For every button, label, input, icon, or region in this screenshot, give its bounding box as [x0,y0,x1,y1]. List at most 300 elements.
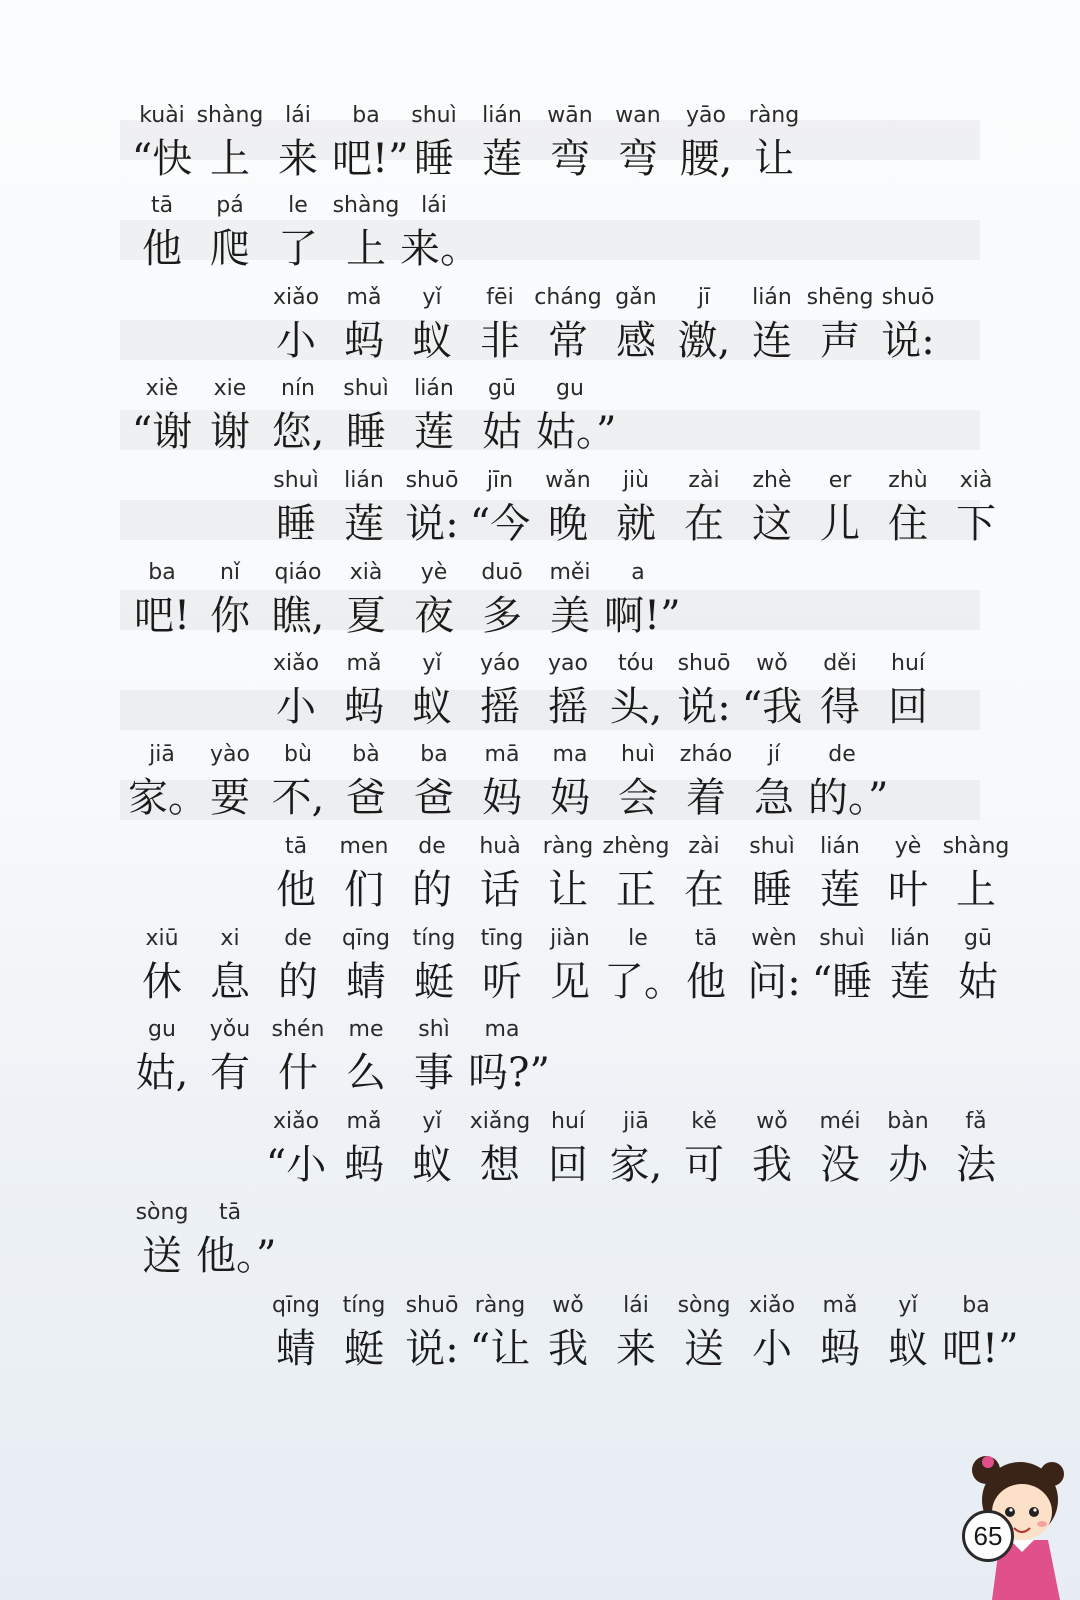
character-with-pinyin [874,1290,942,1376]
pinyin-label: zài [688,834,720,859]
pinyin-label: ba [962,1293,990,1318]
character-with-pinyin [806,831,874,917]
character-with-pinyin [466,1290,534,1376]
character-with-pinyin [332,190,400,276]
character-with-pinyin [808,923,876,1009]
pinyin-label: gū [964,926,992,951]
hanzi-text: 常 [548,318,588,364]
pinyin-label: yǐ [898,1293,918,1318]
text-line [0,465,1080,555]
hanzi-text: 来 [616,1326,656,1372]
pinyin-label: fǎ [965,1109,987,1134]
character-with-pinyin [196,923,264,1009]
hanzi-text: 蜻 [276,1326,316,1372]
hanzi-text: 姑 [482,409,522,455]
pinyin-label: lián [820,834,860,859]
hanzi-text: 妈 [550,775,590,821]
character-with-pinyin [672,923,740,1009]
character-with-pinyin [536,373,617,459]
pinyin-label: xiū [145,926,179,951]
pinyin-label: qīng [342,926,390,951]
hanzi-text: 夜 [414,593,454,639]
text-line [0,739,1080,829]
character-with-pinyin [944,923,1012,1009]
text-line [0,100,1080,190]
hanzi-text: 激, [677,318,731,364]
pinyin-label: nín [281,376,315,401]
pinyin-label: shuì [273,468,319,493]
character-with-pinyin [330,831,398,917]
pinyin-label: tíng [412,926,456,951]
character-with-pinyin [670,648,738,734]
hanzi-text: 这 [752,501,792,547]
text-line [0,1197,1080,1287]
hanzi-text: 吧!” [942,1326,1019,1372]
pinyin-label: wèn [751,926,797,951]
pinyin-label: jī [697,285,711,310]
character-with-pinyin [874,282,942,368]
hanzi-text: 他 [276,867,316,913]
pinyin-label: yǐ [422,1109,442,1134]
character-with-pinyin [332,557,400,643]
hanzi-text: 么 [346,1050,386,1096]
hanzi-text: 什 [278,1050,318,1096]
character-with-pinyin [534,831,602,917]
hanzi-text: 话 [480,867,520,913]
character-with-pinyin [738,282,806,368]
text-line [0,831,1080,921]
hanzi-text: 晚 [548,501,588,547]
pinyin-label: gu [556,376,584,401]
character-with-pinyin [264,739,332,825]
character-with-pinyin [398,465,466,551]
hanzi-text: 蚂 [344,1142,384,1188]
pinyin-label: méi [819,1109,861,1134]
pinyin-label: xià [959,468,993,493]
character-with-pinyin [534,465,602,551]
pinyin-label: sòng [135,1200,189,1225]
pinyin-label: shuì [749,834,795,859]
character-with-pinyin [128,739,208,825]
hanzi-text: 多 [482,593,522,639]
character-with-pinyin [196,373,264,459]
hanzi-text: 叶 [888,867,928,913]
pinyin-label: měi [549,560,591,585]
character-with-pinyin [262,1290,330,1376]
pinyin-label: shuì [819,926,865,951]
character-with-pinyin [670,282,738,368]
pinyin-label: fēi [486,285,514,310]
character-with-pinyin [806,1106,874,1192]
pinyin-label: zài [688,468,720,493]
hanzi-text: 他 [142,226,182,272]
pinyin-label: me [348,1017,384,1042]
character-with-pinyin [536,557,604,643]
hanzi-text: “今 [469,501,531,547]
character-with-pinyin [262,831,330,917]
character-with-pinyin [806,282,874,368]
pinyin-label: le [288,193,308,218]
character-with-pinyin [806,1290,874,1376]
hanzi-text: 回 [548,1142,588,1188]
pinyin-label: shuì [343,376,389,401]
pinyin-label: ma [552,742,588,767]
hanzi-text: 送 [684,1326,724,1372]
pinyin-label: xiǎo [748,1293,796,1318]
hanzi-text: 吗?” [468,1050,550,1096]
hanzi-text: 莲 [820,867,860,913]
hanzi-text: 上 [210,136,250,182]
character-with-pinyin [536,923,604,1009]
character-with-pinyin [740,100,808,186]
character-with-pinyin [330,1290,398,1376]
pinyin-label: men [339,834,389,859]
hanzi-text: 非 [480,318,520,364]
pinyin-label: qiáo [274,560,322,585]
pinyin-label: tā [284,834,308,859]
hanzi-text: 急 [754,775,794,821]
character-with-pinyin [400,373,468,459]
hanzi-text: 吧!” [332,136,409,182]
pinyin-label: yǐ [422,651,442,676]
text-line [0,648,1080,738]
hanzi-text: 没 [820,1142,860,1188]
pinyin-label: kě [691,1109,717,1134]
pinyin-label: jiā [149,742,175,767]
pinyin-label: jiù [622,468,650,493]
character-with-pinyin [264,100,332,186]
pinyin-label: shàng [196,103,264,128]
character-with-pinyin [128,1197,196,1283]
hanzi-text: 了。 [604,959,684,1005]
pinyin-label: wǒ [756,651,788,676]
character-with-pinyin [468,373,536,459]
hanzi-text: 办 [888,1142,928,1188]
hanzi-text: 睡 [752,867,792,913]
hanzi-text: 头, [609,684,663,730]
pinyin-label: yè [420,560,448,585]
pinyin-label: er [828,468,852,493]
hanzi-text: 蚁 [412,1142,452,1188]
hanzi-text: 家, [609,1142,663,1188]
hanzi-text: 睡 [346,409,386,455]
character-with-pinyin [196,100,264,186]
page-number: 65 [973,1521,1003,1551]
hanzi-text: 腰, [679,136,733,182]
character-with-pinyin [398,831,466,917]
character-with-pinyin [264,1014,332,1100]
character-with-pinyin [534,282,602,368]
pinyin-label: shēng [806,285,874,310]
character-with-pinyin [670,1106,738,1192]
character-with-pinyin [602,1290,670,1376]
pinyin-label: yáo [480,651,520,676]
character-with-pinyin [400,557,468,643]
character-with-pinyin [400,1014,468,1100]
character-with-pinyin [398,1106,466,1192]
character-with-pinyin [332,373,400,459]
pinyin-label: de [828,742,856,767]
character-with-pinyin [264,190,332,276]
hanzi-text: 爸 [414,775,454,821]
pinyin-label: sòng [677,1293,731,1318]
character-with-pinyin [332,923,400,1009]
hanzi-text: “让 [469,1326,531,1372]
pinyin-label: shàng [942,834,1010,859]
character-with-pinyin [196,190,264,276]
hanzi-text: 啊!” [604,593,681,639]
pinyin-label: wan [615,103,661,128]
hanzi-text: 摇 [548,684,588,730]
hanzi-text: 妈 [482,775,522,821]
character-with-pinyin [466,465,534,551]
hanzi-text: 让 [754,136,794,182]
text-line [0,1106,1080,1196]
hanzi-text: 了 [278,226,318,272]
pinyin-label: huí [551,1109,585,1134]
pinyin-label: gu [148,1017,176,1042]
character-with-pinyin [332,739,400,825]
character-with-pinyin [468,923,536,1009]
pinyin-label: jiàn [550,926,590,951]
hanzi-text: 蜓 [414,959,454,1005]
hanzi-text: 儿 [820,501,860,547]
pinyin-label: ba [352,103,380,128]
hanzi-text: 听 [482,959,522,1005]
pinyin-label: tóu [617,651,655,676]
character-with-pinyin [876,923,944,1009]
character-with-pinyin [264,557,332,643]
pinyin-label: ràng [474,1293,526,1318]
pinyin-label: shuō [677,651,731,676]
pinyin-label: shuō [881,285,935,310]
hanzi-text: 蜻 [346,959,386,1005]
pinyin-label: shàng [332,193,400,218]
hanzi-text: 不, [271,775,325,821]
hanzi-text: 想 [480,1142,520,1188]
pinyin-label: ma [484,1017,520,1042]
hanzi-text: 感 [616,318,656,364]
character-with-pinyin [808,739,889,825]
character-with-pinyin [330,465,398,551]
character-with-pinyin [330,282,398,368]
pinyin-label: de [284,926,312,951]
pinyin-label: ràng [542,834,594,859]
character-with-pinyin [604,739,672,825]
hanzi-text: 夏 [346,593,386,639]
hanzi-text: “我 [741,684,803,730]
hanzi-text: 家。 [128,775,208,821]
pinyin-label: gǎn [615,285,657,310]
character-with-pinyin [602,282,670,368]
character-with-pinyin [738,1106,806,1192]
pinyin-label: ba [420,742,448,767]
hanzi-text: 息 [210,959,250,1005]
text-line [0,557,1080,647]
hanzi-text: 见 [550,959,590,1005]
pinyin-label: shì [418,1017,450,1042]
pinyin-label: yāo [686,103,726,128]
hanzi-text: 瞧, [271,593,325,639]
hanzi-text: 的。” [808,775,889,821]
hanzi-text: 就 [616,501,656,547]
character-with-pinyin [670,1290,738,1376]
pinyin-label: wǒ [552,1293,584,1318]
hanzi-text: 莲 [890,959,930,1005]
text-line [0,1014,1080,1104]
character-with-pinyin [196,739,264,825]
pinyin-label: lián [414,376,454,401]
hanzi-text: 正 [616,867,656,913]
pinyin-label: qīng [272,1293,320,1318]
hanzi-text: 他。” [196,1233,277,1279]
pinyin-label: cháng [534,285,602,310]
text-line [0,190,1080,280]
hanzi-text: 爬 [210,226,250,272]
character-with-pinyin [128,373,196,459]
character-with-pinyin [602,648,670,734]
character-with-pinyin [400,923,468,1009]
pinyin-label: xiǎo [272,1109,320,1134]
character-with-pinyin [740,739,808,825]
pinyin-label: mā [484,742,520,767]
pinyin-label: xià [349,560,383,585]
hanzi-text: 事 [414,1050,454,1096]
pinyin-label: děi [823,651,857,676]
hanzi-text: 莲 [414,409,454,455]
pinyin-label: duō [481,560,523,585]
character-with-pinyin [738,1290,806,1376]
character-with-pinyin [738,831,806,917]
hanzi-text: 上 [346,226,386,272]
pinyin-label: zhè [752,468,792,493]
pinyin-label: ba [148,560,176,585]
pinyin-label: xiǎng [469,1109,531,1134]
character-with-pinyin [128,923,196,1009]
hanzi-text: 会 [618,775,658,821]
pinyin-label: de [418,834,446,859]
character-with-pinyin [536,739,604,825]
pinyin-label: jiā [623,1109,649,1134]
hanzi-text: 蚁 [888,1326,928,1372]
hanzi-text: 美 [550,593,590,639]
character-with-pinyin [942,831,1010,917]
character-with-pinyin [196,557,264,643]
hanzi-text: “快 [131,136,193,182]
pinyin-label: wǒ [756,1109,788,1134]
character-with-pinyin [468,1014,550,1100]
pinyin-label: xiè [145,376,179,401]
pinyin-label: yè [894,834,922,859]
character-with-pinyin [738,648,806,734]
character-with-pinyin [398,282,466,368]
hanzi-text: 姑 [958,959,998,1005]
pinyin-label: lián [344,468,384,493]
hanzi-text: 莲 [344,501,384,547]
pinyin-label: bàn [887,1109,929,1134]
hanzi-text: 让 [548,867,588,913]
pinyin-label: lián [482,103,522,128]
character-with-pinyin [874,648,942,734]
pinyin-label: shuō [405,1293,459,1318]
pinyin-label: yǒu [209,1017,251,1042]
hanzi-text: 来 [278,136,318,182]
hanzi-text: 回 [888,684,928,730]
character-with-pinyin [740,923,808,1009]
pinyin-label: mǎ [346,651,382,676]
pinyin-label: nǐ [219,560,241,585]
pinyin-label: kuài [139,103,185,128]
character-with-pinyin [874,1106,942,1192]
hanzi-text: 说: [677,684,731,730]
hanzi-text: 姑, [135,1050,189,1096]
pinyin-label: bù [284,742,312,767]
pinyin-label: ràng [748,103,800,128]
hanzi-text: 蚁 [412,684,452,730]
pinyin-label: jí [767,742,781,767]
pinyin-label: mǎ [346,1109,382,1134]
hanzi-text: 们 [344,867,384,913]
character-with-pinyin [466,831,534,917]
pinyin-label: tā [694,926,718,951]
hanzi-text: 谢 [210,409,250,455]
character-with-pinyin [128,100,196,186]
hanzi-text: 上 [956,867,996,913]
hanzi-text: 连 [752,318,792,364]
pinyin-label: lái [285,103,311,128]
hanzi-text: 你 [210,593,250,639]
pinyin-label: jīn [486,468,514,493]
hanzi-text: 莲 [482,136,522,182]
hanzi-text: 说: [881,318,935,364]
pinyin-label: lián [752,285,792,310]
hanzi-text: “小 [265,1142,327,1188]
character-with-pinyin [398,1290,466,1376]
hanzi-text: 说: [405,1326,459,1372]
hanzi-text: 要 [210,775,250,821]
character-with-pinyin [738,465,806,551]
character-with-pinyin [604,100,672,186]
character-with-pinyin [604,923,684,1009]
pinyin-label: shuō [405,468,459,493]
hanzi-text: 睡 [276,501,316,547]
pinyin-label: yao [548,651,588,676]
pinyin-label: shuì [411,103,457,128]
character-with-pinyin [670,465,738,551]
character-with-pinyin [604,557,681,643]
hanzi-text: 在 [684,867,724,913]
character-with-pinyin [332,1014,400,1100]
hanzi-text: 有 [210,1050,250,1096]
hanzi-text: 在 [684,501,724,547]
character-with-pinyin [264,373,332,459]
pinyin-label: lián [890,926,930,951]
hanzi-text: 送 [142,1233,182,1279]
hanzi-text: 我 [752,1142,792,1188]
hanzi-text: 小 [276,318,316,364]
hanzi-text: 住 [888,501,928,547]
character-with-pinyin [942,1106,1010,1192]
pinyin-label: huà [479,834,521,859]
pinyin-label: xiǎo [272,651,320,676]
character-with-pinyin [400,190,480,276]
hanzi-text: 蚂 [820,1326,860,1372]
hanzi-text: 法 [956,1142,996,1188]
pinyin-label: yǐ [422,285,442,310]
hanzi-text: 来。 [400,226,480,272]
character-with-pinyin [602,831,670,917]
character-with-pinyin [400,100,468,186]
